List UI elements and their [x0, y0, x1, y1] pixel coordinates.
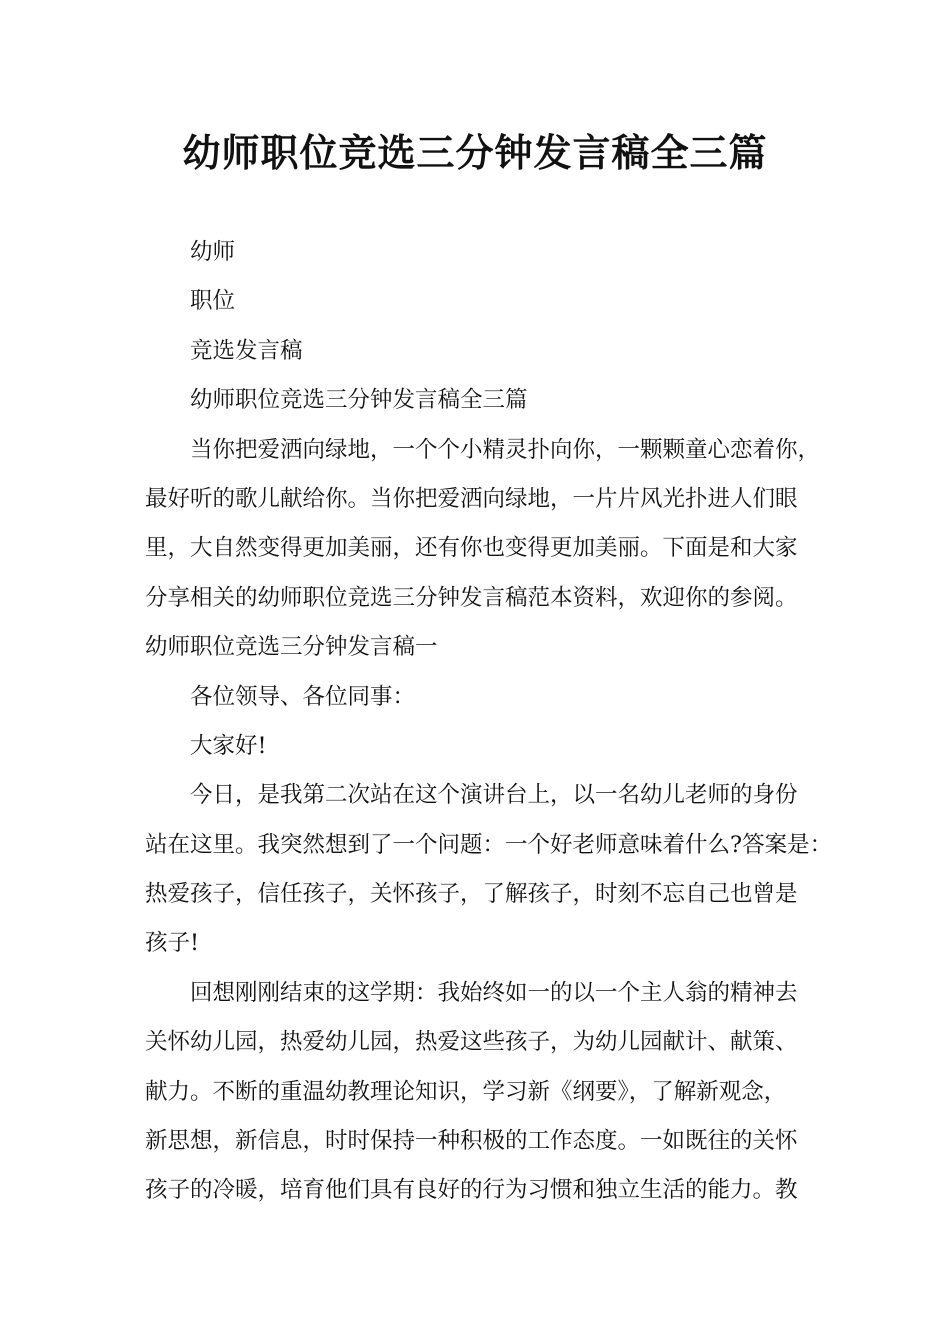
- document-title: 幼师职位竞选三分钟发言稿全三篇: [182, 131, 768, 175]
- body-line: 职位: [190, 288, 236, 315]
- body-line: 孩子!: [145, 930, 200, 957]
- body-line: 热爱孩子，信任孩子，关怀孩子，了解孩子，时刻不忘自己也曾是: [145, 881, 798, 908]
- body-line: 幼师职位竞选三分钟发言稿全三篇: [190, 387, 528, 414]
- body-line: 关怀幼儿园，热爱幼儿园，热爱这些孩子，为幼儿园献计、献策、: [145, 1029, 798, 1056]
- body-line: 孩子的冷暖，培育他们具有良好的行为习惯和独立生活的能力。教: [145, 1177, 798, 1204]
- body-line: 分享相关的幼师职位竞选三分钟发言稿范本资料，欢迎你的参阅。: [145, 584, 798, 611]
- body-line: 站在这里。我突然想到了一个问题：一个好老师意味着什么?答案是：: [145, 831, 833, 858]
- body-line: 回想刚刚结束的这学期：我始终如一的以一个主人翁的精神去: [190, 979, 798, 1006]
- body-line: 最好听的歌儿献给你。当你把爱洒向绿地，一片片风光扑进人们眼: [145, 485, 798, 512]
- body-line: 竞选发言稿: [190, 337, 303, 364]
- body-line: 大家好!: [190, 732, 267, 759]
- body-line: 献力。不断的重温幼教理论知识，学习新《纲要》，了解新观念，: [145, 1078, 787, 1105]
- body-line: 里，大自然变得更加美丽，还有你也变得更加美丽。下面是和大家: [145, 535, 798, 562]
- body-line: 当你把爱洒向绿地，一个个小精灵扑向你，一颗颗童心恋着你，: [190, 436, 821, 463]
- section-heading: 幼师职位竞选三分钟发言稿一: [145, 634, 438, 661]
- body-line: 各位领导、各位同事：: [190, 683, 416, 710]
- body-line: 幼师: [190, 239, 236, 265]
- body-line: 今日，是我第二次站在这个演讲台上，以一名幼儿老师的身份: [190, 782, 798, 809]
- body-line: 新思想，新信息，时时保持一种积极的工作态度。一如既往的关怀: [145, 1128, 798, 1155]
- document-body: [145, 228, 833, 1216]
